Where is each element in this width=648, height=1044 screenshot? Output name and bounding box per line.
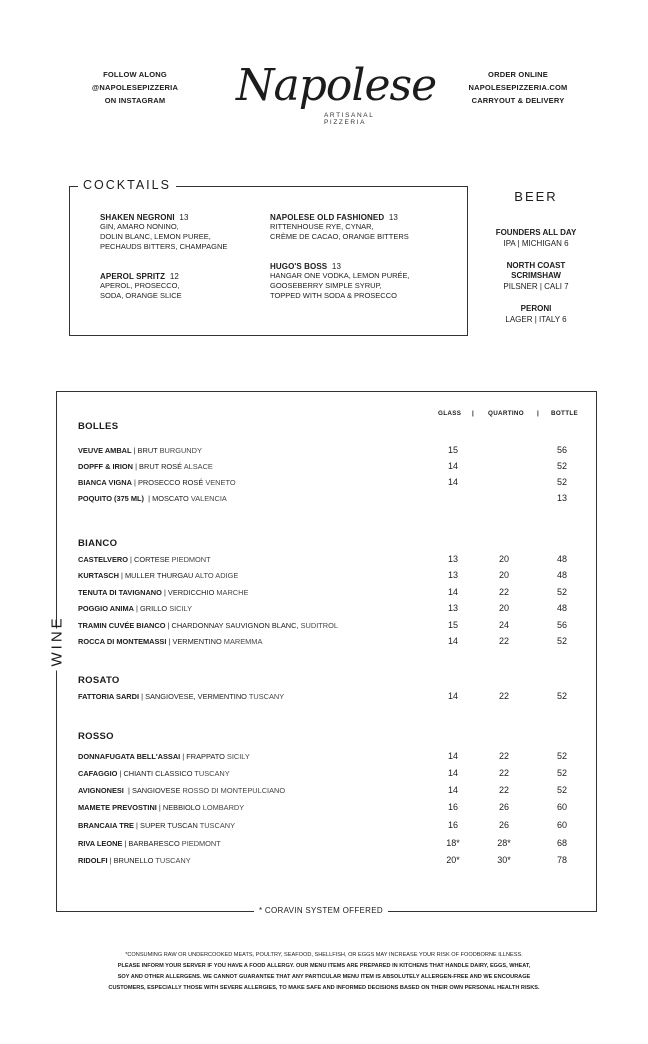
coravin-note: * CORAVIN SYSTEM OFFERED (254, 906, 388, 915)
wine-row (78, 462, 213, 471)
wine-grape: | SANGIOVESE (123, 786, 183, 795)
col-sep: | (472, 410, 475, 417)
beer-item (480, 304, 592, 325)
cocktail-desc: CRÈME DE CACAO, ORANGE BITTERS (270, 232, 409, 241)
price-glass: 18* (446, 838, 460, 848)
website-link[interactable]: NAPOLESEPIZZERIA.COM (468, 83, 568, 92)
section-bianco: BIANCO (78, 538, 118, 549)
wine-row (78, 588, 248, 597)
wine-grape: | BARBARESCO (122, 839, 182, 848)
wine-name: CAFAGGIO (78, 769, 118, 778)
wine-row (78, 555, 211, 564)
wine-region: BURGUNDY (159, 446, 202, 455)
beer-detail: IPA | MICHIGAN 6 (503, 239, 569, 248)
price-quartino: 22 (498, 751, 509, 761)
price-bottle: 52 (556, 636, 567, 646)
instagram-line: FOLLOW ALONG (103, 70, 167, 79)
price-quartino: 26 (498, 820, 509, 830)
wine-region: LOMBARDY (202, 803, 245, 812)
cocktail-desc: DOLIN BLANC, LEMON PUREE, (100, 232, 211, 241)
logo (236, 40, 437, 126)
price-glass: 14 (447, 768, 458, 778)
cocktail-name: HUGO'S BOSS (270, 262, 328, 271)
price-quartino: 26 (498, 802, 509, 812)
wine-name: MAMETE PREVOSTINI (78, 803, 157, 812)
price-bottle: 48 (556, 554, 567, 564)
price-bottle: 60 (556, 820, 567, 830)
price-bottle: 56 (556, 620, 567, 630)
wine-name: RIDOLFI (78, 856, 108, 865)
wine-region: ROSSO DI MONTEPULCIANO (182, 786, 286, 795)
price-glass: 14 (447, 785, 458, 795)
price-glass: 14 (447, 751, 458, 761)
wine-name: TENUTA DI TAVIGNANO (78, 588, 162, 597)
wine-name: POQUITO (375 ML) (78, 494, 144, 503)
wine-row (78, 856, 191, 865)
price-bottle: 48 (556, 570, 567, 580)
wine-region: TUSCANY (199, 821, 236, 830)
section-bolles: BOLLES (78, 421, 119, 432)
wine-grape: | BRUT ROSÉ (133, 462, 184, 471)
cocktail-item (270, 262, 460, 301)
wine-grape: | MULLER THURGAU (118, 571, 196, 580)
cocktail-price: 13 (179, 213, 189, 222)
wine-grape: | CHARDONNAY SAUVIGNON BLANC, (165, 621, 301, 630)
wine-grape: | MOSCATO (143, 494, 191, 503)
wine-grape: | FRAPPATO (180, 752, 227, 761)
price-quartino: 20 (498, 570, 509, 580)
wine-row (78, 692, 284, 701)
price-quartino: 22 (498, 785, 509, 795)
price-quartino: 24 (498, 620, 509, 630)
wine-name: ROCCA DI MONTEMASSI (78, 637, 167, 646)
price-quartino: 28* (497, 838, 511, 848)
cocktail-item (100, 272, 265, 301)
price-quartino: 22 (498, 691, 509, 701)
beer-title: BEER (514, 189, 558, 204)
wine-region: ALSACE (183, 462, 213, 471)
wine-region: MARCHE (216, 588, 249, 597)
price-glass: 16 (447, 802, 458, 812)
price-bottle: 13 (556, 493, 567, 503)
wine-name: TRAMIN CUVÉE BIANCO (78, 621, 166, 630)
beer-name: NORTH COAST (506, 261, 566, 270)
price-bottle: 52 (556, 691, 567, 701)
disclaimer-line: CUSTOMERS, ESPECIALLY THOSE WITH SEVERE ALLERGIES, TO MAKE SAFE AND INFORMED DECISIONS BASED ON THEIR OWN PERSONAL HEALTH RISKS. (108, 985, 540, 991)
price-glass: 15 (447, 620, 458, 630)
beer-name: SCRIMSHAW (511, 271, 561, 280)
disclaimer-line: SOY AND OTHER ALLERGENS. WE CANNOT GUARANTEE THAT ANY PARTICULAR MENU ITEM IS ABSOLUTELY ALLERGEN-FREE AND WE ENCOURAGE (117, 974, 531, 980)
beer-item (480, 261, 592, 292)
allergen-disclaimer (60, 950, 588, 994)
wine-region: PIEDMONT (181, 839, 221, 848)
wine-grape: | BRUNELLO (107, 856, 156, 865)
price-glass: 16 (447, 820, 458, 830)
price-bottle: 68 (556, 838, 567, 848)
wine-name: BIANCA VIGNA (78, 478, 132, 487)
wine-name: DOPFF & IRION (78, 462, 134, 471)
wine-row (78, 786, 285, 795)
cocktail-desc: HANGAR ONE VODKA, LEMON PURÉE, (270, 271, 410, 280)
wine-region: TUSCANY (194, 769, 230, 778)
section-rosso: ROSSO (78, 731, 114, 742)
col-glass: GLASS (438, 410, 462, 417)
wine-region: TUSCANY (155, 856, 191, 865)
wine-row (78, 604, 192, 613)
price-quartino: 20 (498, 554, 509, 564)
col-quartino: QUARTINO (488, 410, 524, 417)
wine-row (78, 446, 202, 455)
cocktail-desc: GOOSEBERRY SIMPLE SYRUP, (270, 281, 382, 290)
wine-grape: | NEBBIOLO (156, 803, 203, 812)
price-bottle: 48 (556, 603, 567, 613)
col-sep: | (537, 410, 540, 417)
cocktail-price: 12 (169, 272, 179, 281)
wine-row (78, 637, 262, 646)
wine-row (78, 839, 221, 848)
cocktail-desc: APEROL, PROSECCO, (100, 281, 180, 290)
price-glass: 20* (446, 855, 460, 865)
beer-detail: PILSNER | CALI 7 (503, 282, 569, 291)
beer-item (480, 228, 592, 249)
wine-region: MAREMMA (223, 637, 263, 646)
cocktail-price: 13 (388, 213, 398, 222)
wine-grape: | SANGIOVESE, VERMENTINO (139, 692, 249, 701)
cocktail-desc: PECHAUDS BITTERS, CHAMPAGNE (100, 242, 228, 251)
wine-name: KURTASCH (78, 571, 119, 580)
price-quartino: 20 (498, 603, 509, 613)
wine-region: SICILY (169, 604, 193, 613)
price-bottle: 52 (556, 587, 567, 597)
cocktail-desc: TOPPED WITH SODA & PROSECCO (270, 291, 397, 300)
wine-region: ALTO ADIGE (195, 571, 239, 580)
wine-name: CASTELVERO (78, 555, 128, 564)
wine-row (78, 621, 338, 630)
order-line: ORDER ONLINE (488, 70, 548, 79)
wine-row (78, 752, 250, 761)
price-glass: 15 (447, 445, 458, 455)
wine-row (78, 769, 230, 778)
wine-grape: | CHIANTI CLASSICO (117, 769, 195, 778)
wine-grape: | VERMENTINO (166, 637, 224, 646)
price-bottle: 52 (556, 477, 567, 487)
price-glass: 14 (447, 461, 458, 471)
instagram-line: ON INSTAGRAM (104, 96, 166, 105)
price-bottle: 52 (556, 751, 567, 761)
price-bottle: 52 (556, 785, 567, 795)
wine-region: SUDITROL (300, 621, 338, 630)
beer-detail: LAGER | ITALY 6 (505, 315, 567, 324)
wine-grape: | GRILLO (133, 604, 170, 613)
wine-row (78, 571, 238, 580)
beer-name: PERONI (520, 304, 552, 313)
wine-label: WINE (49, 629, 66, 671)
price-glass: 14 (447, 636, 458, 646)
price-bottle: 78 (556, 855, 567, 865)
price-bottle: 56 (556, 445, 567, 455)
wine-grape: | VERDICCHIO (161, 588, 217, 597)
price-quartino: 22 (498, 636, 509, 646)
col-bottle: BOTTLE (551, 410, 578, 417)
instagram-handle[interactable]: @NAPOLESEPIZZERIA (91, 83, 179, 92)
cocktail-desc: SODA, ORANGE SLICE (100, 291, 182, 300)
wine-row (78, 821, 235, 830)
cocktail-desc: RITTENHOUSE RYE, CYNAR, (270, 222, 374, 231)
cocktail-name: NAPOLESE OLD FASHIONED (270, 213, 385, 222)
wine-region: TUSCANY (248, 692, 285, 701)
price-bottle: 60 (556, 802, 567, 812)
cocktail-name: SHAKEN NEGRONI (100, 213, 175, 222)
price-glass: 14 (447, 691, 458, 701)
wine-name: DONNAFUGATA BELL'ASSAI (78, 752, 181, 761)
beer-name: FOUNDERS ALL DAY (495, 228, 577, 237)
wine-region: PIEDMONT (171, 555, 211, 564)
cocktail-name: APEROL SPRITZ (100, 272, 166, 281)
wine-region: VALENCIA (190, 494, 227, 503)
wine-name: BRANCAIA TRE (78, 821, 134, 830)
price-glass: 13 (447, 603, 458, 613)
price-quartino: 22 (498, 768, 509, 778)
price-quartino: 30* (497, 855, 511, 865)
wine-row (78, 478, 236, 487)
wine-grape: | PROSECCO ROSÉ (131, 478, 206, 487)
cocktail-item (270, 213, 460, 242)
wine-region: SICILY (226, 752, 250, 761)
cocktail-item (100, 213, 265, 252)
wine-name: RIVA LEONE (78, 839, 123, 848)
wine-region: VENETO (205, 478, 236, 487)
wine-row (78, 494, 227, 503)
wine-grape: | BRUT (131, 446, 160, 455)
order-line: CARRYOUT & DELIVERY (471, 96, 565, 105)
wine-grape: | CORTESE (127, 555, 172, 564)
price-glass: 14 (447, 587, 458, 597)
disclaimer-line: PLEASE INFORM YOUR SERVER IF YOU HAVE A FOOD ALLERGY. OUR MENU ITEMS ARE PREPARED IN KITCHENS THAT HANDLE DAIRY, EGGS, WHEAT, (117, 963, 531, 969)
logo-text: Napolese (236, 60, 437, 111)
price-glass: 13 (447, 570, 458, 580)
cocktails-title: COCKTAILS (78, 178, 176, 192)
wine-grape: | SUPER TUSCAN (133, 821, 200, 830)
cocktails-box (69, 186, 468, 336)
price-bottle: 52 (556, 768, 567, 778)
wine-name: VEUVE AMBAL (78, 446, 132, 455)
price-quartino: 22 (498, 587, 509, 597)
instagram-info (70, 68, 200, 107)
price-glass: 14 (447, 477, 458, 487)
disclaimer-line: *CONSUMING RAW OR UNDERCOOKED MEATS, POULTRY, SEAFOOD, SHELLFISH, OR EGGS MAY INCREASE YOUR RISK OF FOODBORNE ILLNESS. (125, 952, 523, 958)
logo-subtitle: ARTISANAL PIZZERIA (324, 112, 375, 126)
price-glass: 13 (447, 554, 458, 564)
cocktail-price: 13 (331, 262, 341, 271)
section-rosato: ROSATO (78, 675, 120, 686)
wine-name: FATTORIA SARDI (78, 692, 140, 701)
wine-name: AVIGNONESI (78, 786, 124, 795)
wine-name: POGGIO ANIMA (78, 604, 134, 613)
cocktail-desc: GIN, AMARO NONINO, (100, 222, 179, 231)
order-info (448, 68, 588, 107)
price-bottle: 52 (556, 461, 567, 471)
wine-row (78, 803, 244, 812)
